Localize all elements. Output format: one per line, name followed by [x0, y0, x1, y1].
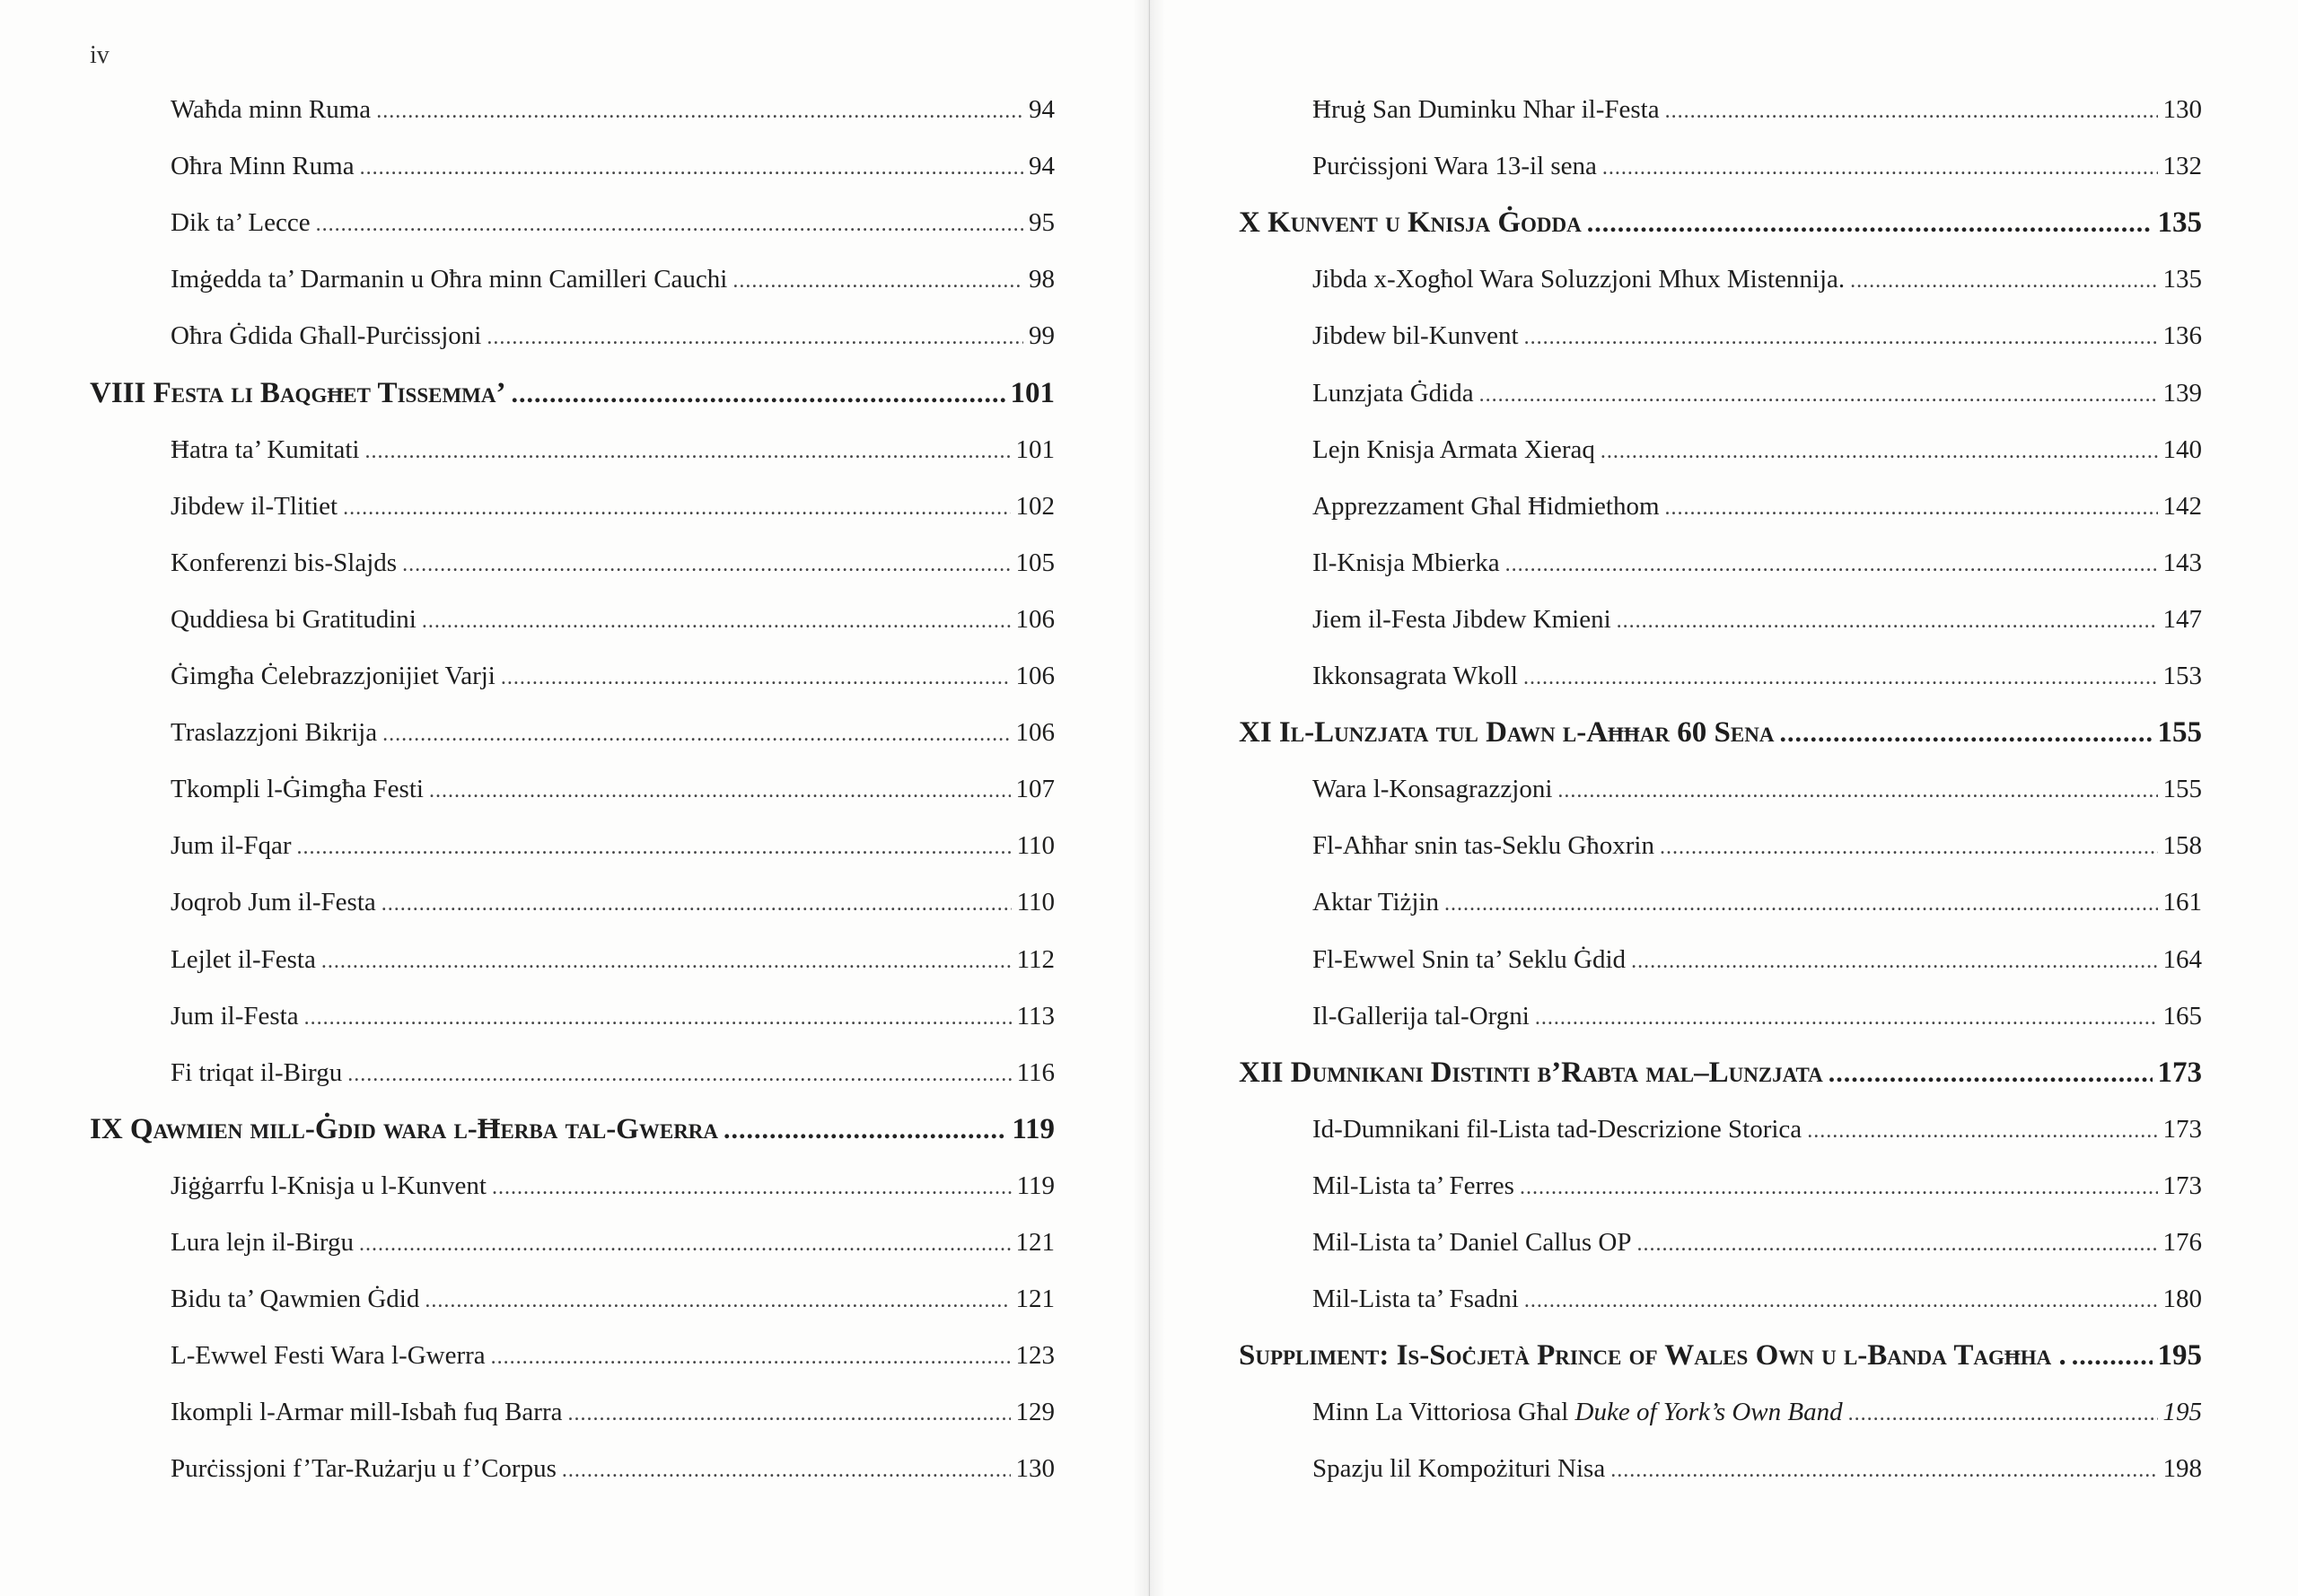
entry-title: [1312, 1393, 1843, 1431]
dot-leader: [1444, 885, 2158, 923]
page-number: 135: [2162, 265, 2202, 294]
toc-entry-row: [171, 941, 1055, 978]
dot-leader: [1665, 489, 2158, 527]
toc-entry-row: [171, 1223, 1055, 1261]
dot-leader: [364, 433, 1010, 470]
toc-entry-row: [171, 260, 1055, 298]
chapter-title: IX Qawmien mill-Ġdid wara l-Ħerba tal-Gwerra: [90, 1113, 719, 1145]
dot-leader: [1829, 1055, 2153, 1092]
page-number: 132: [2162, 152, 2202, 180]
entry-title: Purċissjoni f’Tar-Rużarju u f’Corpus: [171, 1454, 557, 1483]
entry-title: Oħra Ġdida Għall-Purċissjoni: [171, 321, 482, 350]
page-number: 121: [1015, 1285, 1055, 1313]
entry-title: Jibdew il-Tlitiet: [171, 492, 338, 521]
dot-leader: [1587, 205, 2153, 242]
page-number: 153: [2162, 662, 2202, 690]
dot-leader: [316, 206, 1023, 243]
dot-leader: [304, 999, 1012, 1037]
dot-leader: [297, 829, 1012, 866]
entry-title: Lura lejn il-Birgu: [171, 1228, 355, 1257]
toc-entry-row: [171, 91, 1055, 128]
page-number: 155: [2162, 775, 2202, 803]
toc-entry-row: [171, 204, 1055, 241]
page-number: 119: [1016, 1171, 1055, 1200]
page-number: 112: [1016, 945, 1055, 974]
entry-title: Fl-Ewwel Snin ta’ Seklu Ġdid: [1312, 945, 1627, 974]
toc-entry-row: [1312, 1167, 2202, 1205]
page-number: 140: [2162, 435, 2202, 464]
entry-title: Spazju lil Kompożituri Nisa: [1312, 1454, 1606, 1483]
dot-leader: [2072, 1337, 2153, 1375]
entry-title: Ikompli l-Armar mill-Isbaħ fuq Barra: [171, 1398, 563, 1426]
page-number: 139: [2162, 379, 2202, 408]
right-page: [1149, 0, 2298, 1596]
page-number: 195: [2157, 1339, 2202, 1372]
entry-title-prefix: Minn La Vittoriosa Għal: [1312, 1398, 1575, 1426]
page-number: 164: [2162, 945, 2202, 974]
toc-entry-row: [1312, 883, 2202, 921]
dot-leader: [1610, 1451, 2157, 1489]
page-number: 123: [1015, 1341, 1055, 1370]
page-number: 130: [1015, 1454, 1055, 1483]
toc-entry-row: [1312, 91, 2202, 128]
toc-entry-row: [171, 770, 1055, 808]
dot-leader: [429, 772, 1011, 810]
page-number: 161: [2162, 888, 2202, 916]
page-number: 155: [2157, 716, 2202, 749]
toc-entry-row: [1312, 374, 2202, 412]
entry-title: Oħra Minn Ruma: [171, 152, 355, 180]
dot-leader: [732, 262, 1023, 300]
toc-entry-row: [1312, 431, 2202, 469]
toc-entry-row: [1312, 1280, 2202, 1318]
page-number: 116: [1016, 1058, 1055, 1087]
dot-leader: [425, 1282, 1010, 1320]
toc-entry-row: [1312, 1110, 2202, 1148]
dot-leader: [1557, 772, 2157, 810]
toc-entry-row: [1312, 601, 2202, 638]
dot-leader: [724, 1111, 1006, 1149]
dot-leader: [1631, 943, 2157, 980]
dot-leader: [376, 92, 1023, 130]
dot-leader: [1848, 1395, 2158, 1433]
toc-entry-row: [171, 601, 1055, 638]
dot-leader: [1523, 659, 2158, 697]
page-number: 94: [1029, 152, 1055, 180]
page-number: 136: [2162, 321, 2202, 350]
entry-title: Bidu ta’ Qawmien Ġdid: [171, 1285, 420, 1313]
dot-leader: [402, 546, 1010, 583]
entry-title: Waħda minn Ruma: [171, 95, 372, 124]
entry-title: Joqrob Jum il-Festa: [171, 888, 376, 916]
entry-title: Lejn Knisja Armata Xieraq: [1312, 435, 1595, 464]
page-number: 110: [1016, 831, 1055, 860]
entry-title: Quddiesa bi Gratitudini: [171, 605, 417, 634]
dot-leader: [1779, 715, 2152, 752]
chapter-title: Suppliment: Is-Soċjetà Prince of Wales Own u l-Banda Tagħha .: [1239, 1339, 2066, 1372]
dot-leader: [487, 319, 1023, 356]
entry-title: Traslazzjoni Bikrija: [171, 718, 378, 747]
toc-entry-row: [1312, 260, 2202, 298]
dot-leader: [1524, 319, 2158, 356]
toc-entry-row: [171, 487, 1055, 525]
dot-leader: [1660, 829, 2158, 866]
entry-title: Tkompli l-Ġimgħa Festi: [171, 775, 424, 803]
page-number: 198: [2162, 1454, 2202, 1483]
entry-title: Mil-Lista ta’ Daniel Callus OP: [1312, 1228, 1632, 1257]
toc-chapter-row: [1239, 1054, 2202, 1092]
page-number: 135: [2157, 206, 2202, 239]
toc-entry-row: [171, 1167, 1055, 1205]
page-number: 98: [1029, 265, 1055, 294]
dot-leader: [1665, 92, 2158, 130]
dot-leader: [422, 602, 1011, 640]
entry-title: Jum il-Fqar: [171, 831, 292, 860]
page-number: 102: [1015, 492, 1055, 521]
dot-leader: [1535, 999, 2158, 1037]
chapter-title: X Kunvent u Knisja Ġodda: [1239, 206, 1582, 239]
toc-entry-row: [171, 714, 1055, 751]
entry-title: Mil-Lista ta’ Fsadni: [1312, 1285, 1519, 1313]
toc-chapter-row: [90, 1110, 1055, 1148]
entry-title: Aktar Tiżjin: [1312, 888, 1439, 916]
toc-entry-row: [171, 1393, 1055, 1431]
dot-leader: [1505, 546, 2158, 583]
toc-entry-row: [1312, 1223, 2202, 1261]
page-number: 113: [1016, 1002, 1055, 1030]
entry-title: Imġedda ta’ Darmanin u Oħra minn Camilleri Cauchi: [171, 265, 728, 294]
entry-title: Ħruġ San Duminku Nhar il-Festa: [1312, 95, 1660, 124]
dot-leader: [1617, 602, 2158, 640]
toc-entry-row: [1312, 1450, 2202, 1487]
dot-leader: [360, 149, 1023, 187]
entry-title: Purċissjoni Wara 13-il sena: [1312, 152, 1597, 180]
page-number: 129: [1015, 1398, 1055, 1426]
toc-entry-row: [171, 1054, 1055, 1092]
toc-entry-row: [171, 827, 1055, 864]
page-number: 173: [2157, 1057, 2202, 1089]
page-number: 107: [1015, 775, 1055, 803]
page-number: 106: [1015, 718, 1055, 747]
toc-chapter-row: [1239, 714, 2202, 751]
toc-entry-row: [171, 544, 1055, 582]
entry-title: Konferenzi bis-Slajds: [171, 548, 398, 577]
toc-entry-row: [1312, 941, 2202, 978]
dot-leader: [1850, 262, 2157, 300]
chapter-title: VIII Festa li Baqgħet Tissemma’: [90, 377, 506, 409]
dot-leader: [347, 1056, 1011, 1093]
page-number: 101: [1015, 435, 1055, 464]
entry-title: Jiem il-Festa Jibdew Kmieni: [1312, 605, 1611, 634]
toc-entry-row: [1312, 317, 2202, 355]
toc-entry-row: [1312, 544, 2202, 582]
entry-title: Jum il-Festa: [171, 1002, 299, 1030]
toc-entry-row: [1312, 487, 2202, 525]
toc-entry-row: [171, 1450, 1055, 1487]
entry-title: Jibda x-Xogħol Wara Soluzzjoni Mhux Mistennija.: [1312, 265, 1846, 294]
entry-title: Apprezzament Għal Ħidmiethom: [1312, 492, 1660, 521]
dot-leader: [1601, 433, 2158, 470]
entry-title: L-Ewwel Festi Wara l-Gwerra: [171, 1341, 486, 1370]
page-number: 143: [2162, 548, 2202, 577]
toc-entry-row: [1312, 827, 2202, 864]
page-number: 99: [1029, 321, 1055, 350]
dot-leader: [1602, 149, 2158, 187]
dot-leader: [1636, 1225, 2157, 1263]
page-number: 180: [2162, 1285, 2202, 1313]
chapter-title: XI Il-Lunzjata tul Dawn l-Aħħar 60 Sena: [1239, 716, 1775, 749]
toc-entry-row: [171, 147, 1055, 185]
toc-entry-row: [171, 883, 1055, 921]
toc-right: [1149, 0, 2298, 1596]
page-number: 195: [2162, 1398, 2202, 1426]
entry-title: Dik ta’ Lecce: [171, 208, 311, 237]
page-number: 176: [2162, 1228, 2202, 1257]
toc-entry-row: [1312, 147, 2202, 185]
page-number: 158: [2162, 831, 2202, 860]
toc-chapter-row: [90, 374, 1055, 412]
toc-entry-row: [171, 997, 1055, 1035]
toc-entry-row: [1312, 770, 2202, 808]
dot-leader: [491, 1338, 1011, 1376]
toc-entry-row: [171, 1337, 1055, 1374]
entry-title: Jiġġarrfu l-Knisja u l-Kunvent: [171, 1171, 487, 1200]
toc-chapter-row: [1239, 204, 2202, 241]
dot-leader: [492, 1169, 1012, 1206]
entry-title: Lunzjata Ġdida: [1312, 379, 1474, 408]
page-number: 173: [2162, 1115, 2202, 1144]
entry-title: Fl-Aħħar snin tas-Seklu Għoxrin: [1312, 831, 1654, 860]
dot-leader: [343, 489, 1010, 527]
toc-entry-row: [1312, 657, 2202, 695]
toc-entry-row: [1312, 1393, 2202, 1431]
dot-leader: [1524, 1282, 2158, 1320]
dot-leader: [1520, 1169, 2158, 1206]
entry-title: Ġimgħa Ċelebrazzjonijiet Varji: [171, 662, 496, 690]
page-number-left: iv: [90, 41, 110, 69]
page-number: 173: [2162, 1171, 2202, 1200]
entry-title: Id-Dumnikani fil-Lista tad-Descrizione Storica: [1312, 1115, 1802, 1144]
page-number: 142: [2162, 492, 2202, 521]
entry-title: Ikkonsagrata Wkoll: [1312, 662, 1518, 690]
dot-leader: [321, 943, 1012, 980]
dot-leader: [382, 715, 1010, 753]
toc-entry-row: [1312, 997, 2202, 1035]
page-number: 94: [1029, 95, 1055, 124]
page-number: 106: [1015, 605, 1055, 634]
page-number: 101: [1010, 377, 1055, 409]
entry-title: Il-Gallerija tal-Orgni: [1312, 1002, 1530, 1030]
entry-title: Mil-Lista ta’ Ferres: [1312, 1171, 1514, 1200]
chapter-title: XII Dumnikani Distinti b’Rabta mal–Lunzjata: [1239, 1057, 1823, 1089]
dot-leader: [568, 1395, 1011, 1433]
entry-title: Ħatra ta’ Kumitati: [171, 435, 360, 464]
toc-entry-row: [171, 657, 1055, 695]
toc-entry-row: [171, 1280, 1055, 1318]
page-number: 165: [2162, 1002, 2202, 1030]
dot-leader: [501, 659, 1011, 697]
dot-leader: [1479, 376, 2158, 414]
page-number: 147: [2162, 605, 2202, 634]
dot-leader: [1807, 1112, 2157, 1150]
page-number: 121: [1015, 1228, 1055, 1257]
dot-leader: [562, 1451, 1011, 1489]
toc-entry-row: [171, 431, 1055, 469]
page-number: 119: [1012, 1113, 1055, 1145]
page-number: 105: [1015, 548, 1055, 577]
entry-title: Wara l-Konsagrazzjoni: [1312, 775, 1553, 803]
dot-leader: [511, 375, 1004, 413]
page-number: 95: [1029, 208, 1055, 237]
entry-title: Jibdew bil-Kunvent: [1312, 321, 1519, 350]
entry-title: Fi triqat il-Birgu: [171, 1058, 343, 1087]
dot-leader: [382, 885, 1012, 923]
entry-title: Il-Knisja Mbierka: [1312, 548, 1500, 577]
entry-title-italic: Duke of York’s Own Band: [1574, 1398, 1843, 1426]
dot-leader: [359, 1225, 1010, 1263]
page-number: 110: [1016, 888, 1055, 916]
entry-title: Lejlet il-Festa: [171, 945, 316, 974]
page-number: 130: [2162, 95, 2202, 124]
page-number: 106: [1015, 662, 1055, 690]
toc-entry-row: [171, 317, 1055, 355]
toc-chapter-row: [1239, 1337, 2202, 1374]
